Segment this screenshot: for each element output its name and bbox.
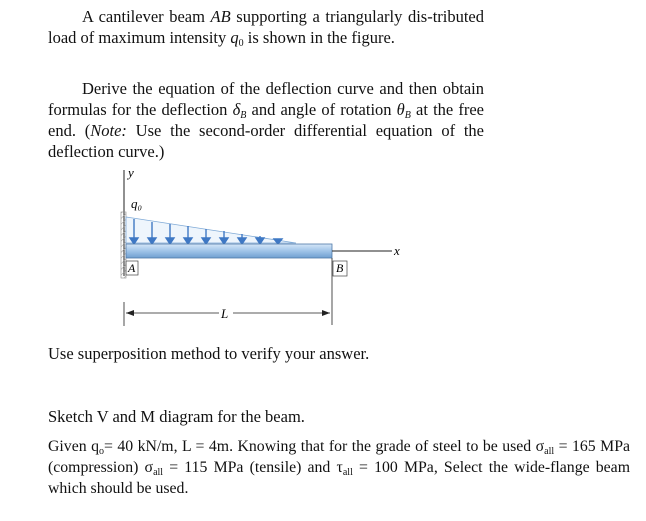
length-label: L — [221, 306, 229, 321]
point-b-label: B — [336, 261, 344, 275]
given-statement: Given $q_o= 40$ kN/m, L = 4m. Knowing that for the grade of steel to be used $\sigma_{all} = 165$ MPa (compression) $\sigma_{all} = 115$ MPa (tensile) and $\tau_{all} = 100$ MPa, Select the wide-flange beam which should be used. — [48, 438, 631, 497]
dimension-arrow-right — [322, 310, 330, 316]
problem-derive: Derive the equation of the deflection curve and then obtain formulas for the deflection $\delta_B$ and angle of rotation $\theta_B$ at the free end. (Note: Use the second-order differential equation of the deflection curve.) — [48, 79, 485, 161]
problem-intro: A cantilever beam AB supporting a triangularly dis-tributed load of maximum intensity $q_0$ is shown in the figure. — [48, 7, 485, 49]
dimension-arrow-left — [126, 310, 134, 316]
point-a-label: A — [128, 261, 136, 275]
y-axis-label: y — [128, 165, 134, 180]
fixed-support-wall — [121, 212, 126, 278]
beam — [126, 244, 332, 258]
sketch-instruction: Sketch V and M diagram for the beam. — [48, 407, 305, 426]
x-axis-label: x — [394, 243, 400, 258]
superposition-note: Use superposition method to verify your answer. — [48, 344, 370, 363]
q0-label: q₀ — [131, 196, 143, 211]
beam-figure — [100, 160, 420, 330]
